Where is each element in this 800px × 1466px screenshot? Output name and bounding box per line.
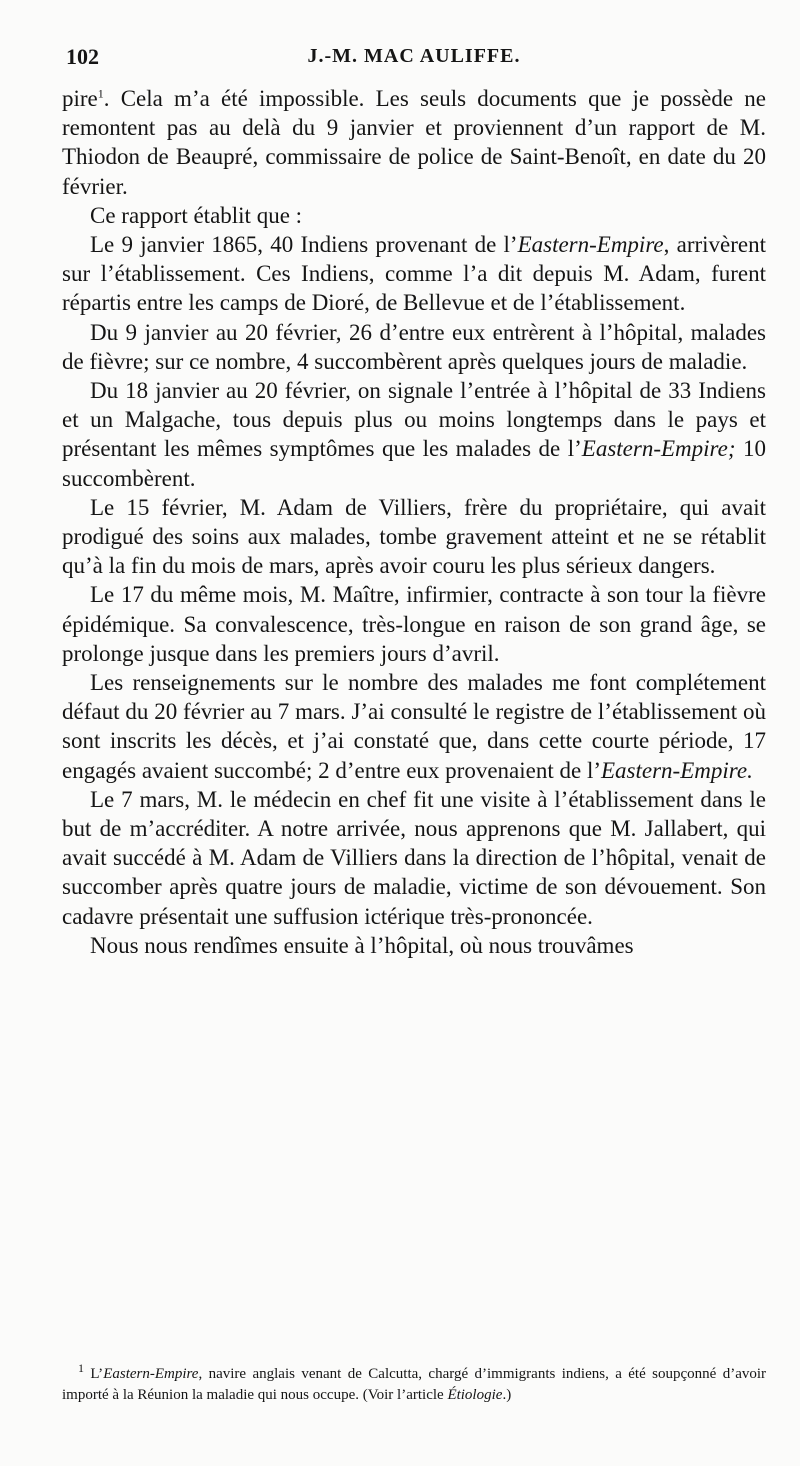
text-run: , navire anglais venant de Calcutta, chargé d’immigrants indiens, a été soupçonné d’avoir importé à la Réunion la maladie qui nous occupe. (Voir l’article bbox=[62, 1366, 767, 1403]
italic-text: Étiologie bbox=[447, 1386, 503, 1403]
text-run: Nous nous rendîmes ensuite à l’hôpital, où nous trouvâmes bbox=[90, 932, 634, 958]
text-run: Le 9 janvier 1865, 40 Indiens provenant de l’ bbox=[90, 232, 518, 258]
paragraph bbox=[62, 931, 766, 960]
paragraph bbox=[62, 785, 766, 931]
italic-text: Eastern-Empire. bbox=[601, 757, 753, 783]
footnote-marker: 1 bbox=[78, 1361, 84, 1375]
text-run: Du 18 janvier au 20 février, on signale l’entrée à l’hôpital de 33 Indiens et un Malgache, tous depuis plus ou moins longtemps dans le pays et présentant les mêmes symptômes que les malades de l’ bbox=[62, 378, 766, 462]
text-run: , arrivèrent sur l’établissement. Ces Indiens, comme l’a dit depuis M. Adam, furent répartis entre les camps de Dioré, de Bellevue et de l’établissement. bbox=[62, 232, 766, 316]
paragraph bbox=[62, 668, 766, 785]
paragraph bbox=[62, 376, 766, 493]
text-run: 10 succombèrent. bbox=[62, 436, 767, 491]
paragraph bbox=[62, 230, 766, 318]
text-run: Du 9 janvier au 20 février, 26 d’entre eux entrèrent à l’hôpital, malades de fièvre; sur ce nombre, 4 succombèrent après quelques jours de maladie. bbox=[62, 319, 766, 374]
paragraph bbox=[62, 580, 766, 668]
text-run: Le 15 février, M. Adam de Villiers, frère du propriétaire, qui avait prodigué des soins aux malades, tombe gravement atteint et ne se rétablit qu’à la fin du mois de mars, après avoir couru les plus sérieux dangers. bbox=[62, 494, 766, 579]
text-run: Les renseignements sur le nombre des malades me font complétement défaut du 20 février au 7 mars. J’ai consulté le registre de l’établissement où sont inscrits les décès, et j’ai constaté que, dans cette courte période, 17 engagés avaient succombé; 2 d’entre eux provenaient de l’ bbox=[62, 670, 766, 783]
text-run: . Cela m’a été impossible. Les seuls documents que je possède ne remontent pas au delà du 9 janvier et proviennent d’un rapport de M. Thiodon de Beaupré, commissaire de police de Saint-Benoît, en date du 20 février. bbox=[62, 86, 766, 199]
footnote-marker: 1 bbox=[97, 86, 104, 101]
footnote bbox=[62, 1361, 767, 1405]
italic-text: Eastern-Empire bbox=[517, 232, 664, 258]
italic-text: Eastern-Empire; bbox=[581, 436, 736, 462]
paragraph bbox=[62, 84, 766, 201]
text-run: Le 7 mars, M. le médecin en chef fit une visite à l’établissement dans le but de m’accréditer. A notre arrivée, nous apprenons que M. Jallabert, qui avait succédé à M. Adam de Villiers dans la direction de l’hôpital, venait de succomber après quatre jours de maladie, victime de son dévouement. Son cadavre présentait une suffusion ictérique très-prononcée. bbox=[62, 786, 766, 929]
text-run: L’ bbox=[84, 1366, 104, 1382]
text-run: Ce rapport établit que : bbox=[90, 202, 303, 228]
page-header bbox=[60, 44, 768, 74]
footnotes bbox=[62, 1361, 767, 1405]
running-head: J.-M. MAC AULIFFE. bbox=[307, 45, 521, 67]
text-run: Le 17 du même mois, M. Maître, infirmier, contracte à son tour la fièvre épidémique. Sa convalescence, très-longue en raison de son grand âge, se prolonge jusque dans les premiers jours d’avril. bbox=[62, 582, 766, 666]
text-run: .) bbox=[502, 1386, 512, 1403]
italic-text: Eastern-Empire bbox=[103, 1366, 199, 1382]
paragraph bbox=[62, 493, 766, 581]
body-text bbox=[62, 84, 766, 960]
paragraph bbox=[62, 318, 766, 376]
paragraph bbox=[62, 201, 766, 230]
text-run: pire bbox=[62, 86, 98, 111]
page-number: 102 bbox=[66, 44, 99, 69]
